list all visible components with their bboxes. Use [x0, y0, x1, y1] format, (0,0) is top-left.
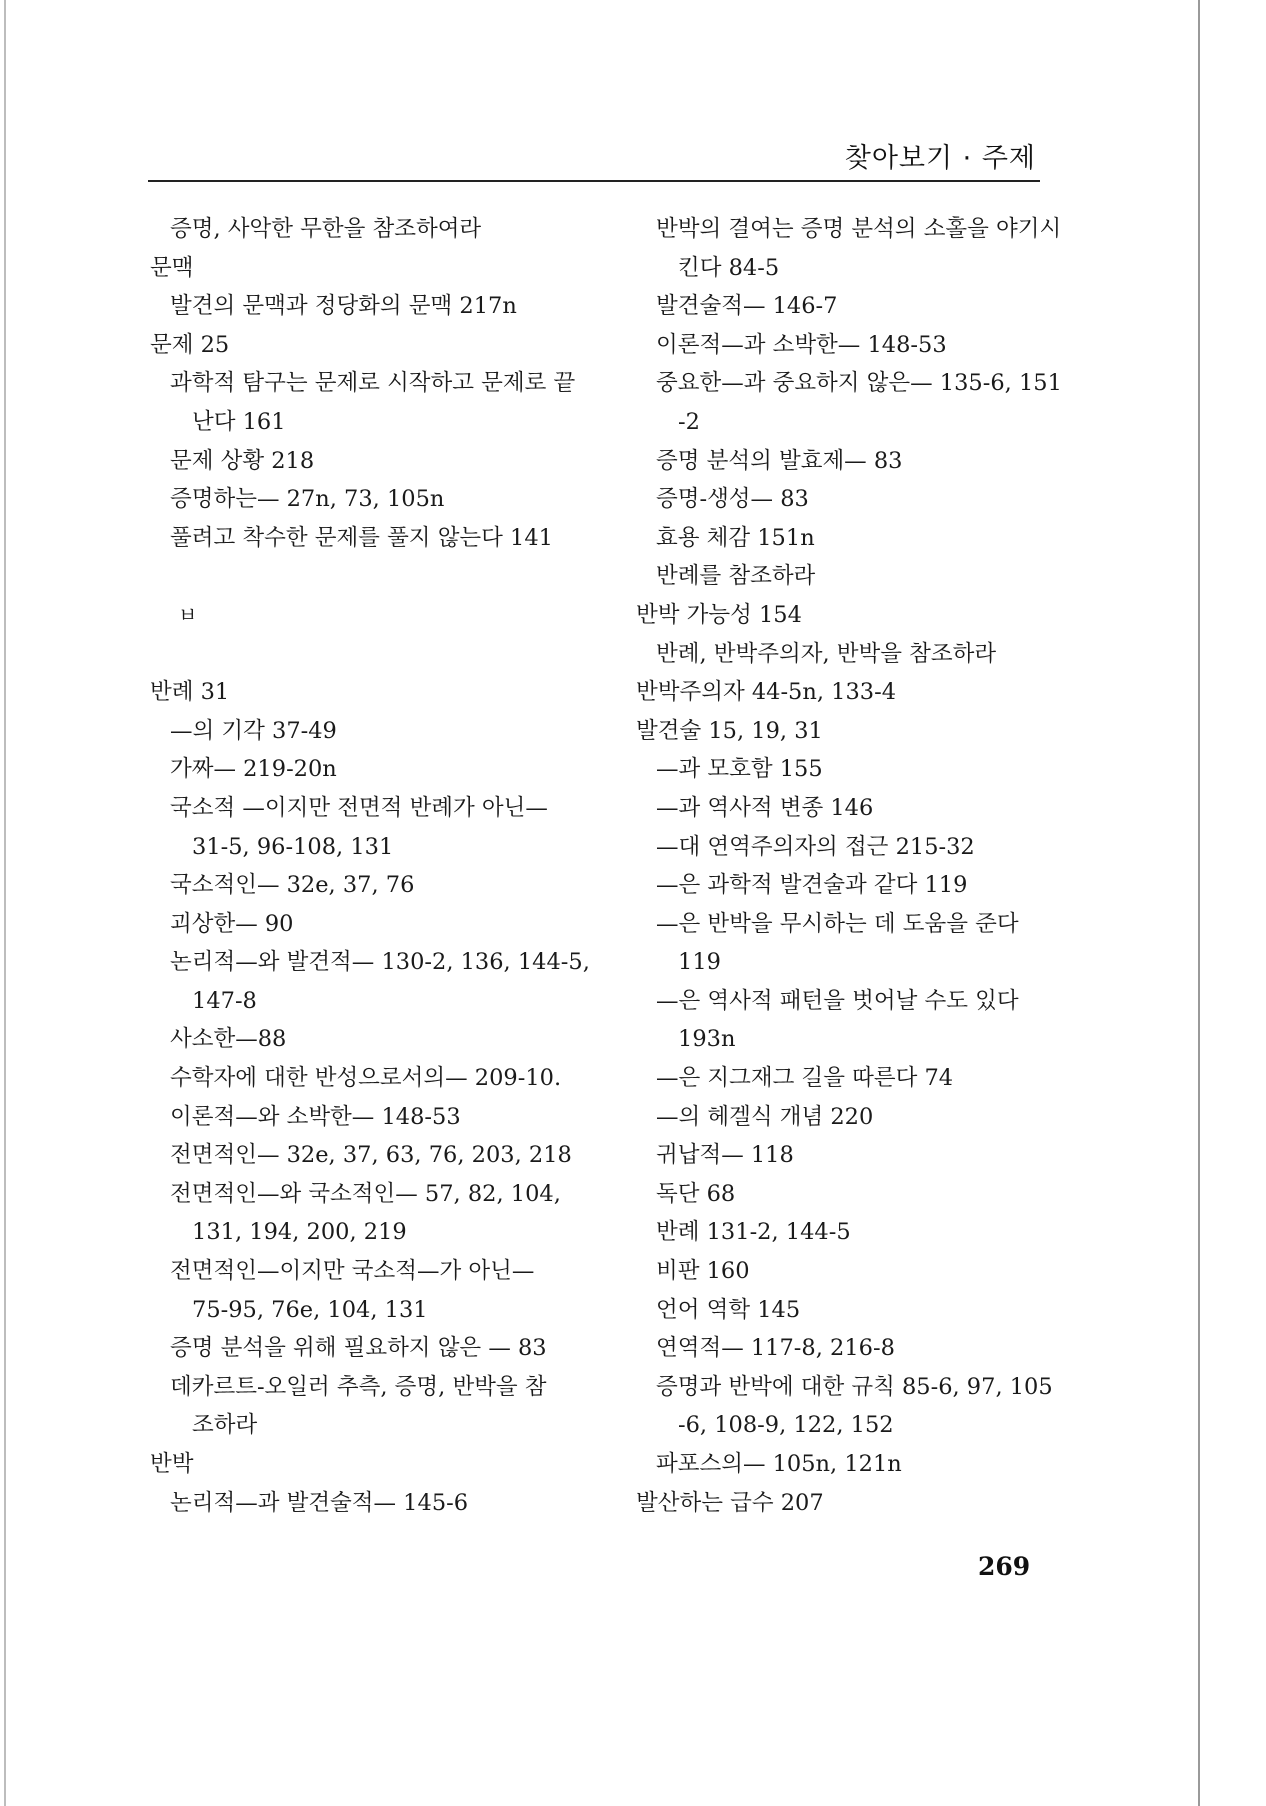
running-header: [148, 132, 1040, 182]
header-title: 찾아보기 · 주제: [844, 143, 1036, 174]
index-subentry: 31-5, 96-108, 131: [192, 833, 394, 860]
index-column-right: [636, 210, 1062, 1522]
page-number: 269: [978, 1552, 1031, 1581]
index-subentry: 반박의 결여는 증명 분석의 소홀을 야기시: [656, 216, 1062, 242]
index-subentry: 논리적—과 발견술적— 145-6: [170, 1489, 469, 1516]
index-subentry: 전면적인—이지만 국소적—가 아닌—: [170, 1258, 535, 1285]
index-subentry: 증명-생성— 83: [656, 486, 809, 513]
index-subentry: 131, 194, 200, 219: [192, 1219, 407, 1246]
index-subentry: 전면적인—와 국소적인— 57, 82, 104,: [170, 1180, 561, 1207]
index-subentry: 증명 분석의 발효제— 83: [656, 447, 903, 474]
index-subentry: 풀려고 착수한 문제를 풀지 않는다 141: [170, 524, 553, 551]
index-subentry: 국소적인— 32e, 37, 76: [170, 872, 415, 899]
index-subentry: —은 지그재그 길을 따른다 74: [656, 1065, 954, 1092]
index-subentry: 가짜— 219-20n: [170, 756, 337, 783]
index-subentry: 귀납적— 118: [656, 1142, 794, 1169]
viewer-gutter: [1200, 0, 1266, 1806]
index-subentry: 반례, 반박주의자, 반박을 참조하라: [656, 640, 997, 667]
spacer: [150, 635, 590, 674]
index-subentry: 킨다 84-5: [678, 254, 780, 281]
index-subentry: 수학자에 대한 반성으로서의— 209-10.: [170, 1065, 562, 1092]
index-subentry: 과학적 탐구는 문제로 시작하고 문제로 끝: [170, 370, 576, 397]
index-subentry: —과 모호함 155: [656, 756, 823, 783]
index-subentry: 조하라: [192, 1412, 258, 1439]
index-subentry: —과 역사적 변종 146: [656, 794, 874, 821]
index-subentry: —은 반박을 무시하는 데 도움을 준다: [656, 910, 1019, 937]
index-subentry: 독단 68: [656, 1180, 736, 1207]
index-subentry: —의 기각 37-49: [170, 717, 337, 744]
index-subentry: 사소한—88: [170, 1026, 287, 1053]
index-subentry: 난다 161: [192, 408, 286, 435]
index-subentry: 193n: [678, 1026, 736, 1053]
index-subentry: 발견술적— 146-7: [656, 293, 838, 320]
index-subentry: 이론적—과 소박한— 148-53: [656, 331, 947, 358]
index-subentry: —은 과학적 발견술과 같다 119: [656, 872, 968, 899]
index-heading: 반박: [150, 1451, 194, 1477]
index-subentry: 데카르트-오일러 추측, 증명, 반박을 참: [170, 1373, 547, 1400]
index-subentry: —은 역사적 패턴을 벗어날 수도 있다: [656, 987, 1019, 1014]
index-subentry: 중요한—과 중요하지 않은— 135-6, 151: [656, 370, 1062, 397]
index-subentry: -6, 108-9, 122, 152: [678, 1412, 894, 1439]
index-heading: 발견술 15, 19, 31: [636, 717, 823, 744]
index-subentry: 증명, 사악한 무한을 참조하여라: [170, 216, 482, 242]
index-subentry: 비판 160: [656, 1258, 750, 1285]
index-heading: 문제 25: [150, 331, 230, 358]
index-heading: 반례 31: [150, 679, 230, 706]
index-subentry: 전면적인— 32e, 37, 63, 76, 203, 218: [170, 1142, 572, 1169]
index-subentry: 반례를 참조하라: [656, 563, 816, 590]
section-letter: ㅂ: [178, 602, 198, 627]
index-subentry: 국소적 —이지만 전면적 반례가 아닌—: [170, 794, 548, 821]
index-subentry: 147-8: [192, 987, 257, 1014]
index-subentry: 증명과 반박에 대한 규칙 85-6, 97, 105: [656, 1373, 1053, 1400]
index-subentry: 효용 체감 151n: [656, 524, 815, 551]
index-subentry: 언어 역학 145: [656, 1296, 801, 1323]
index-subentry: 괴상한— 90: [170, 910, 294, 937]
index-subentry: —대 연역주의자의 접근 215-32: [656, 833, 975, 860]
index-subentry: 75-95, 76e, 104, 131: [192, 1296, 428, 1323]
index-heading: 문맥: [150, 254, 194, 281]
index-subentry: —의 헤겔식 개념 220: [656, 1103, 874, 1130]
index-subentry: 파포스의— 105n, 121n: [656, 1451, 902, 1477]
index-subentry: 반례 131-2, 144-5: [656, 1219, 851, 1246]
index-heading: 반박주의자 44-5n, 133-4: [636, 679, 897, 706]
index-subentry: 이론적—와 소박한— 148-53: [170, 1103, 461, 1130]
index-subentry: 119: [678, 949, 721, 976]
index-subentry: 증명 분석을 위해 필요하지 않은 — 83: [170, 1335, 547, 1362]
index-subentry: -2: [678, 408, 700, 435]
index-subentry: 증명하는— 27n, 73, 105n: [170, 486, 445, 513]
index-heading: 반박 가능성 154: [636, 601, 802, 628]
index-subentry: 발견의 문맥과 정당화의 문맥 217n: [170, 293, 517, 320]
index-subentry: 연역적— 117-8, 216-8: [656, 1335, 895, 1362]
index-column-left: [150, 210, 590, 1522]
spacer: [150, 557, 590, 596]
index-subentry: 논리적—와 발견적— 130-2, 136, 144-5,: [170, 949, 590, 976]
index-subentry: 문제 상황 218: [170, 447, 315, 474]
index-heading: 발산하는 급수 207: [636, 1489, 824, 1516]
